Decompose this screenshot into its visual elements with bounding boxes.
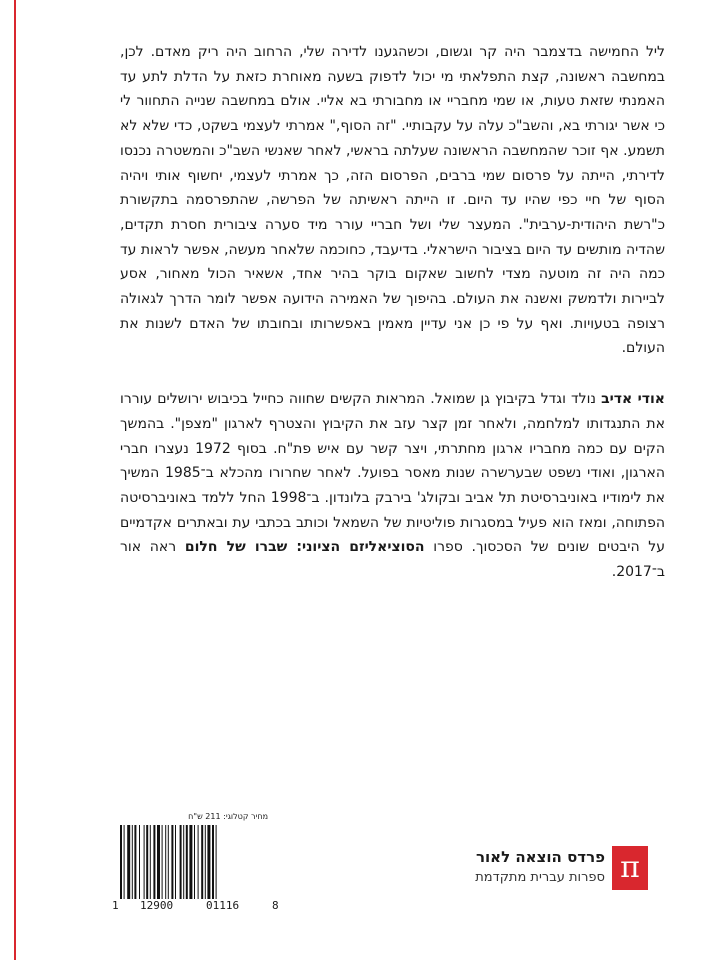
publisher-tagline: ספרות עברית מתקדמת: [475, 870, 605, 885]
barcode-digit-check: 8: [272, 899, 279, 912]
barcode-bars: [120, 825, 275, 899]
page-edge-line: [14, 0, 16, 960]
blurb-paragraph: ליל החמישה בדצמבר היה קר וגשום, וכשהגענו לדירה שלי, הרחוב היה ריק מאדם. לכן, במחשבה ראשונה, קצת התפלאתי מי יכול לדפוק בשעה מאוחרת כזאת על הדלת לתע עד האמנתי שזאת טעות, או שמי מחבריי או מחבורתי בא אליי. אולם במחשבה שנייה התחוור לי כי אשר יגורתי בא, והשב"כ עלה על עקבותיי. "זה הסוף," אמרתי לעצמי בשקט, כדי שלא לא תשמע. אף זוכר שהמחשבה הראשונה שעלתה בראשי, לאחר שאנשי השב"כ והמשטרה נכנסו לדירתי, הייתה על פרסום שמי ברבים, הפרסום הזה, כך אמרתי לעצמי, יחשוף אותי ויהיה הסוף של חיי כפי שהיו עד היום. זו הייתה ראשיתה של הפרשה, שהתפרסמה בתקשורת כ"רשת היהודית-ערבית". המעצר שלי ושל חבריי עורר מיד סערה ציבורית חסרת תקדים, שהדיה מותשים עד היום בציבור הישראלי. בדיעבד, כחוכמה שלאחר מעשה, אפשר לראות עד כמה היה זה מוטעה מצדי לחשוב שאקום בוקר בהיר אחד, אשאיר הכול מאחור, אסע לביירות ולדמשק ואשנה את העולם. בהיפוך של האמירה הידועה אפשר לומר הדרך לגאולה רצופה בטעויות. ואף על פי כן אני עדיין מאמין באפשרותו ובחובתו של האדם לשנות את העולם.: [120, 44, 665, 357]
barcode-digit-group-left: 12900: [140, 899, 174, 912]
price-label: מחיר קטלוגי: 211 ש"ח: [188, 812, 268, 821]
book-title: הסוציאליזם הציוני: שברו של חלום: [184, 539, 425, 556]
author-bio: [120, 387, 665, 585]
publisher-name: פרדס הוצאה לאור: [475, 848, 605, 866]
bio-end: ראה אור ב־2017.: [120, 539, 665, 581]
back-cover-text: [120, 40, 665, 585]
publisher-logo-icon: π: [612, 846, 648, 890]
barcode-digit-prefix: 1: [112, 899, 119, 912]
publisher-block: [405, 846, 605, 888]
bio-text: נולד וגדל בקיבוץ גן שמואל. המראות הקשים שחווה כחייל בכיבוש ירושלים עוררו את התנגדותו למלחמה, ולאחר זמן קצר עזב את הקיבוץ והצטרף לארגון "מצפן". בהמשך הקים עם כמה מחבריו ארגון מחתרתי, ויצר קשר עם איש פת"ח. בסוף 1972 נעצרו חברי הארגון, ואודי נשפט שבערשרה שנות מאסר בפועל. לאחר שחרורו מהכלא ב־1985 המשיך את לימודיו באוניברסיטת תל אביב ובקולג' בירבק בלונדון. ב־1998 החל ללמד באוניברסיטה הפתוחה, ומאז הוא פעיל במסגרות פוליטיות של השמאל וכותב בכתבי עת ובאתרים אקדמיים על היבטים שונים של הסכסוך. ספרו: [120, 391, 666, 556]
barcode: [112, 811, 280, 919]
barcode-digit-group-right: 01116: [206, 899, 240, 912]
author-name: אודי אדיב: [601, 391, 665, 408]
barcode-digits: [112, 899, 280, 913]
